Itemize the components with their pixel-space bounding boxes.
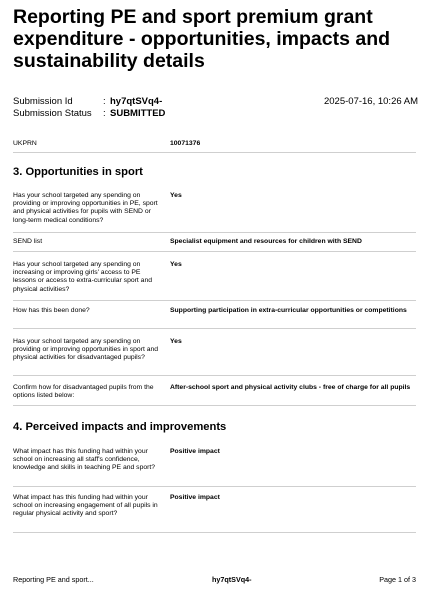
field-value: Positive impact (170, 494, 220, 501)
footer-document-name: Reporting PE and sport... (13, 575, 94, 584)
field-value: After-school sport and physical activity clubs - free of charge for all pupils (170, 384, 411, 391)
section-4-heading: 4. Perceived impacts and improvements (13, 421, 227, 433)
section-4-row-2 (13, 494, 416, 533)
field-value: Yes (170, 261, 182, 268)
field-label: Has your school targeted any spending on providing or improving opportunities in sport and physical activities for disadvantaged pupils? (13, 338, 159, 362)
submission-status-value: SUBMITTED (110, 108, 166, 119)
field-value: Positive impact (170, 448, 220, 455)
footer-submission-id: hy7qtSVq4- (212, 575, 252, 584)
section-3-row-5 (13, 338, 416, 376)
ukprn-label: UKPRN (13, 140, 37, 147)
submission-status-colon: : (103, 108, 106, 119)
ukprn-value: 10071376 (170, 140, 201, 147)
submission-status-label: Submission Status (13, 108, 92, 119)
field-label: How has this been done? (13, 307, 90, 314)
section-3-row-1 (13, 192, 416, 233)
field-label: Confirm how for disadvantaged pupils from the options listed below: (13, 384, 154, 400)
submission-id-colon: : (103, 96, 106, 107)
submission-date: 2025-07-16, 10:26 AM (323, 96, 418, 107)
section-3-row-2 (13, 238, 416, 252)
section-3-heading: 3. Opportunities in sport (13, 166, 143, 178)
footer-page-number: Page 1 of 3 (379, 575, 416, 584)
field-label: Has your school targeted any spending on providing or improving opportunities in PE, sport and physical activities for pupils with SEND or long-term medical conditions? (13, 192, 158, 224)
submission-id-value: hy7qtSVq4- (110, 96, 163, 107)
ukprn-row (13, 140, 416, 153)
section-3-row-6 (13, 384, 416, 406)
field-value: Yes (170, 338, 182, 345)
field-value: Supporting participation in extra-curricular opportunities or competitions (170, 307, 407, 314)
submission-id-label: Submission Id (13, 96, 73, 107)
field-label: What impact has this funding had within your school on increasing engagement of all pupils in regular physical activity and sport? (13, 494, 158, 518)
section-3-row-3 (13, 261, 416, 301)
field-label: Has your school targeted any spending on increasing or improving girls' access to PE lessons or access to extra-curricular sport and physical activities? (13, 261, 153, 293)
field-value: Yes (170, 192, 182, 199)
page-title: Reporting PE and sport premium grant expenditure - opportunities, impacts and sustainability details (13, 6, 391, 72)
section-4-row-1 (13, 448, 416, 487)
section-3-row-4 (13, 307, 416, 329)
field-label: What impact has this funding had within your school on increasing all staff's confidence, knowledge and skills in teaching PE and sport? (13, 448, 156, 472)
field-label: SEND list (13, 238, 43, 245)
field-value: Specialist equipment and resources for children with SEND (170, 238, 362, 245)
